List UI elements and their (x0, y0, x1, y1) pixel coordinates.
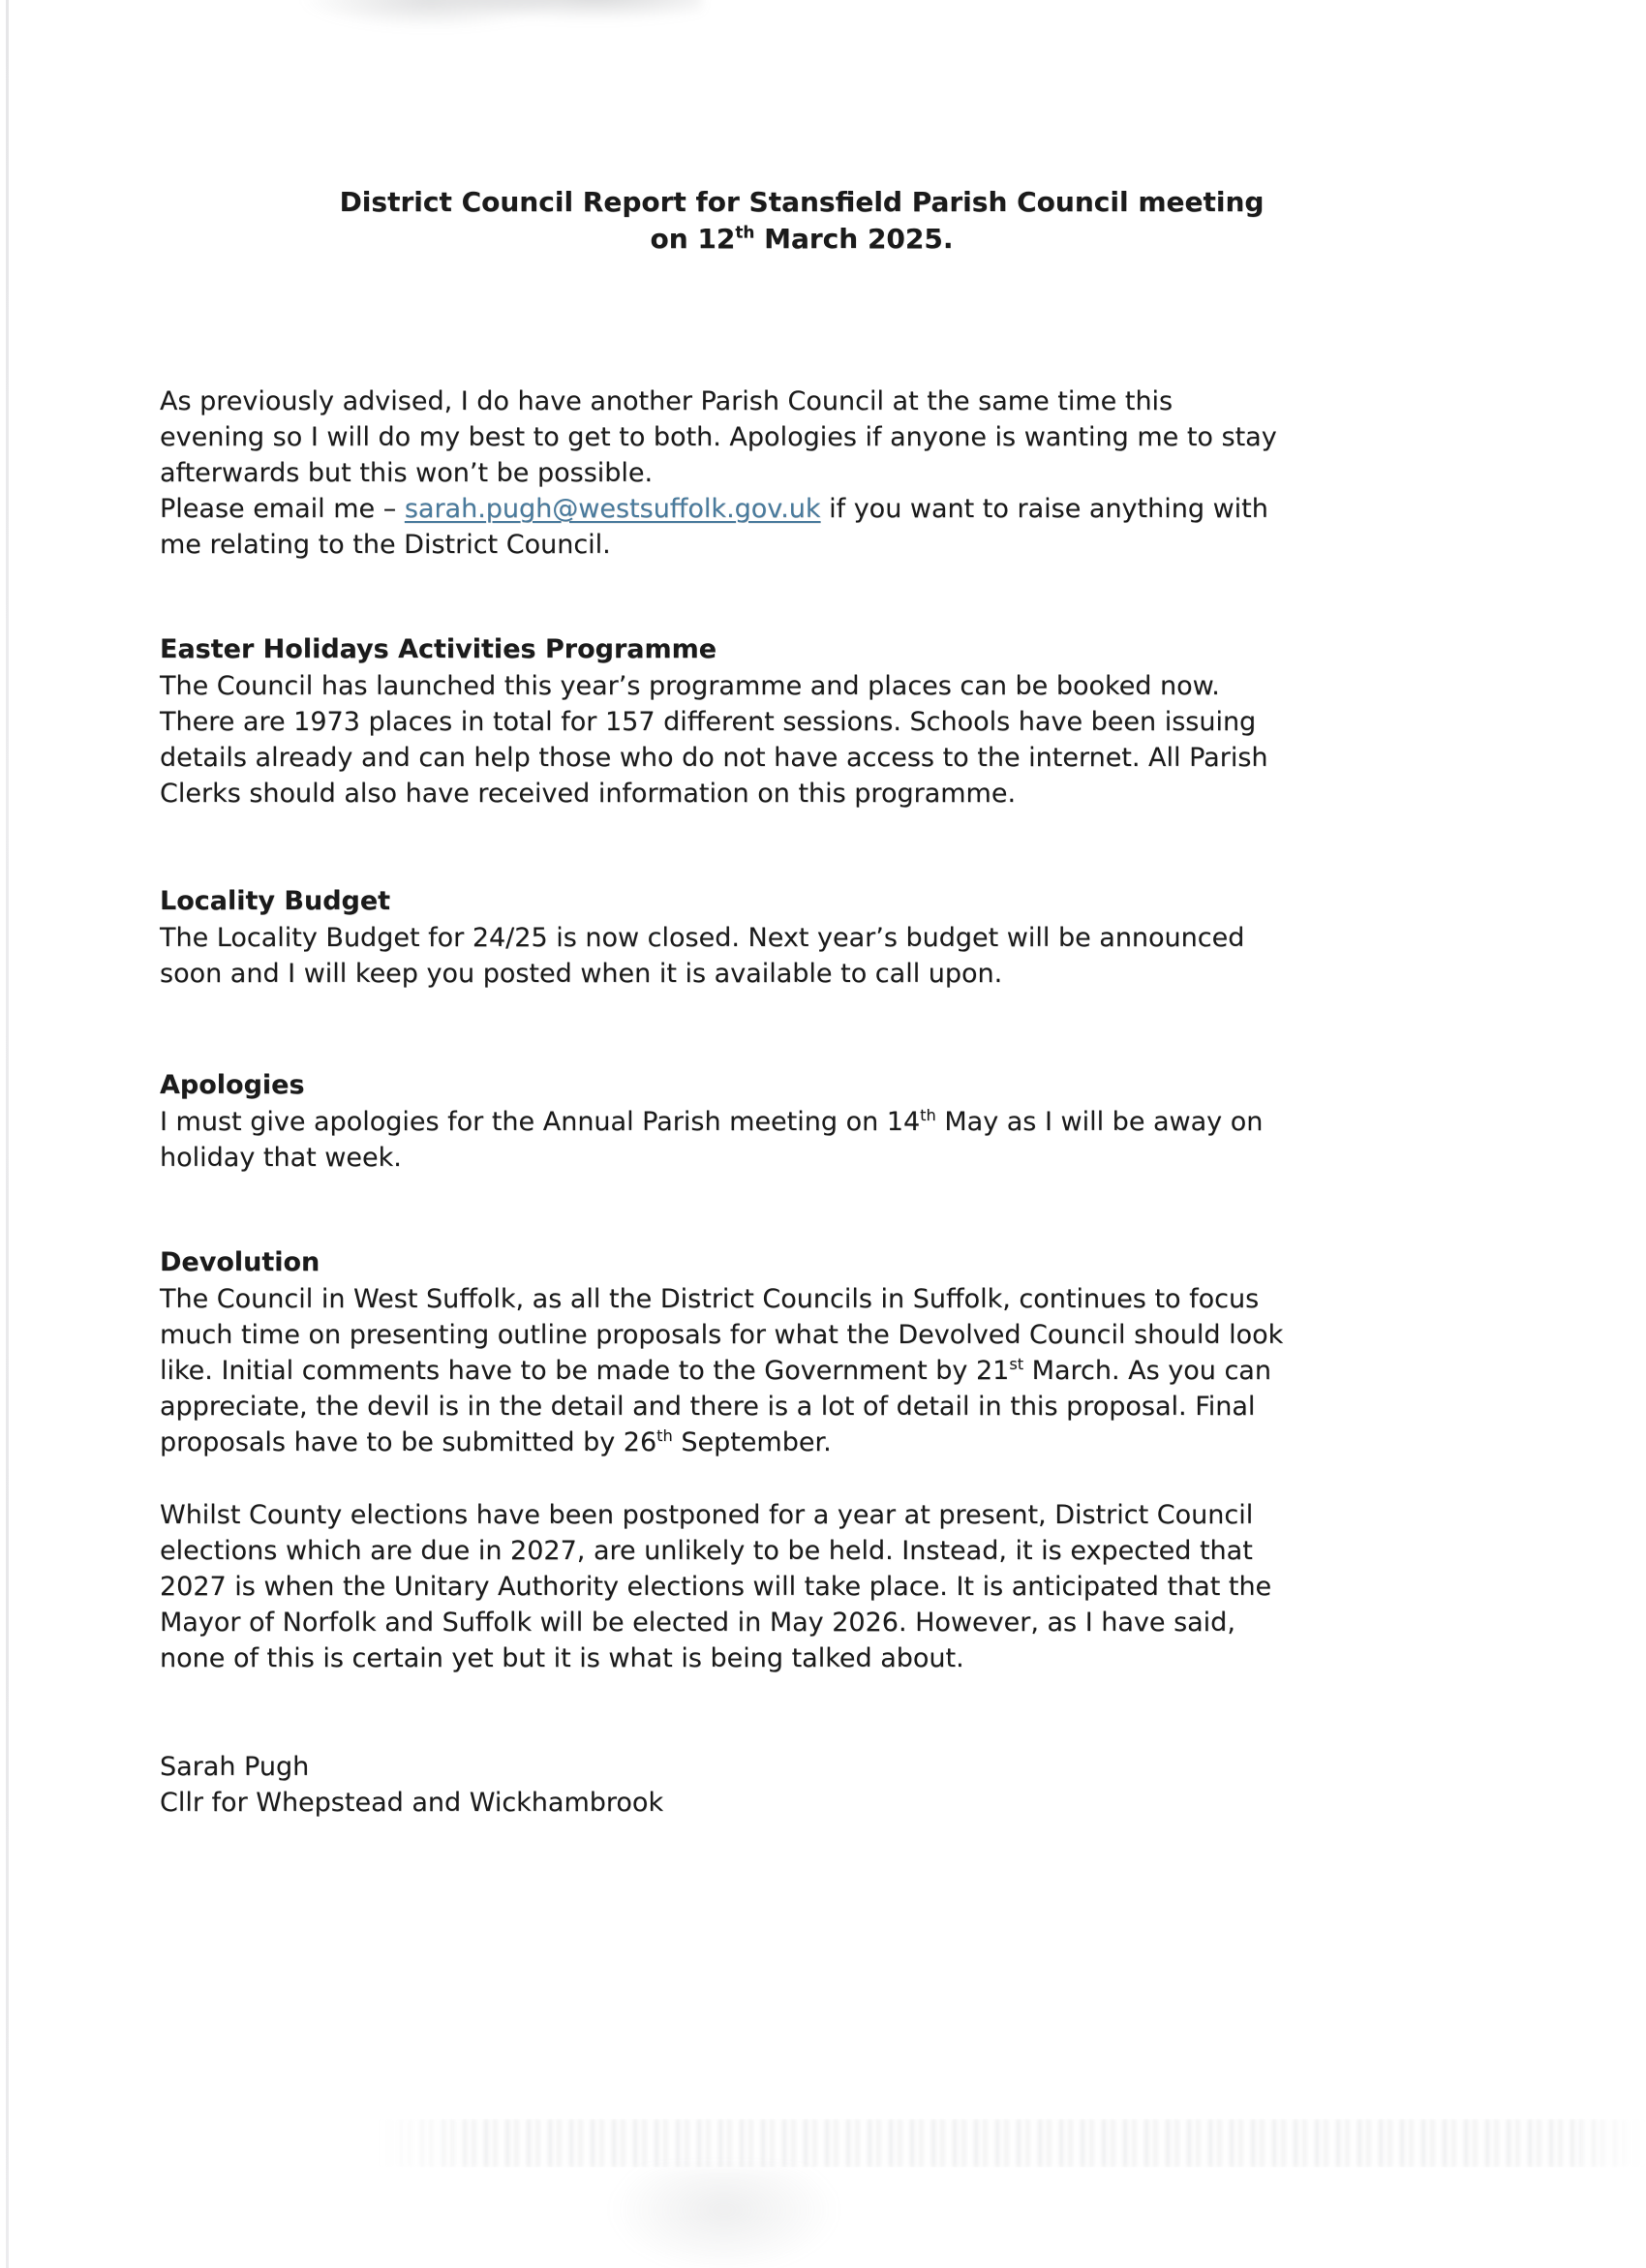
paragraph-line: Whilst County elections have been postponed for a year at present, District Council (160, 1500, 1254, 1530)
document-title-line: on 12th March 2025. (650, 222, 954, 255)
paragraph-line: I must give apologies for the Annual Parish meeting on 14th May as I will be away on (160, 1106, 1264, 1137)
paragraph-line: afterwards but this won’t be possible. (160, 458, 654, 488)
paragraph-line: The Locality Budget for 24/25 is now closed. Next year’s budget will be announced (160, 923, 1245, 953)
ordinal-superscript: th (735, 222, 755, 242)
document-title-line: District Council Report for Stansfield Parish Council meeting (339, 186, 1265, 218)
paragraph-line: The Council in West Suffolk, as all the District Councils in Suffolk, continues to focus (160, 1284, 1260, 1314)
paragraph-line: Clerks should also have received information on this programme. (160, 779, 1017, 809)
paragraph-line: 2027 is when the Unitary Authority elections will take place. It is anticipated that the (160, 1572, 1272, 1602)
paragraph-line: me relating to the District Council. (160, 530, 611, 560)
section-heading-easter-holidays: Easter Holidays Activities Programme (160, 634, 717, 664)
paragraph-line: There are 1973 places in total for 157 different sessions. Schools have been issuing (160, 707, 1257, 737)
paragraph-line: As previously advised, I do have another Parish Council at the same time this (160, 386, 1174, 416)
paragraph-line: evening so I will do my best to get to both. Apologies if anyone is wanting me to stay (160, 422, 1277, 452)
signature-name: Sarah Pugh (160, 1752, 310, 1782)
paragraph-line: much time on presenting outline proposals for what the Devolved Council should look (160, 1320, 1284, 1350)
signature-block (160, 1749, 663, 1821)
paragraph-line: elections which are due in 2027, are unlikely to be held. Instead, it is expected that (160, 1536, 1253, 1566)
signature-role: Cllr for Whepstead and Wickhambrook (160, 1788, 664, 1818)
document-title (0, 184, 1603, 258)
paragraph-line: details already and can help those who do not have access to the internet. All Parish (160, 743, 1268, 773)
paragraph-line: like. Initial comments have to be made to the Government by 21st March. As you can (160, 1355, 1271, 1386)
ordinal-superscript: th (656, 1426, 673, 1445)
paragraph-line: soon and I will keep you posted when it is available to call upon. (160, 959, 1003, 989)
apologies-paragraph (160, 1104, 1263, 1176)
section-heading-devolution: Devolution (160, 1247, 320, 1277)
section-heading-apologies: Apologies (160, 1070, 305, 1100)
devolution-paragraph-2 (160, 1497, 1271, 1676)
devolution-paragraph-1 (160, 1281, 1283, 1460)
paragraph-line: The Council has launched this year’s programme and places can be booked now. (160, 671, 1220, 701)
paragraph-line: none of this is certain yet but it is what is being talked about. (160, 1643, 964, 1673)
paragraph-line: Mayor of Norfolk and Suffolk will be elected in May 2026. However, as I have said, (160, 1608, 1235, 1638)
locality-budget-paragraph (160, 920, 1244, 992)
paragraph-line: appreciate, the devil is in the detail and there is a lot of detail in this proposal. Final (160, 1392, 1256, 1422)
section-heading-locality-budget: Locality Budget (160, 886, 391, 916)
easter-holidays-paragraph (160, 668, 1268, 812)
ordinal-superscript: st (1009, 1355, 1024, 1373)
ordinal-superscript: th (920, 1106, 936, 1124)
intro-paragraph (160, 383, 1277, 563)
paragraph-line-with-email: Please email me – sarah.pugh@westsuffolk.gov.uk if you want to raise anything with (160, 494, 1268, 524)
paragraph-line: holiday that week. (160, 1143, 402, 1173)
email-link[interactable]: sarah.pugh@westsuffolk.gov.uk (404, 494, 821, 524)
paragraph-line: proposals have to be submitted by 26th September. (160, 1426, 832, 1457)
